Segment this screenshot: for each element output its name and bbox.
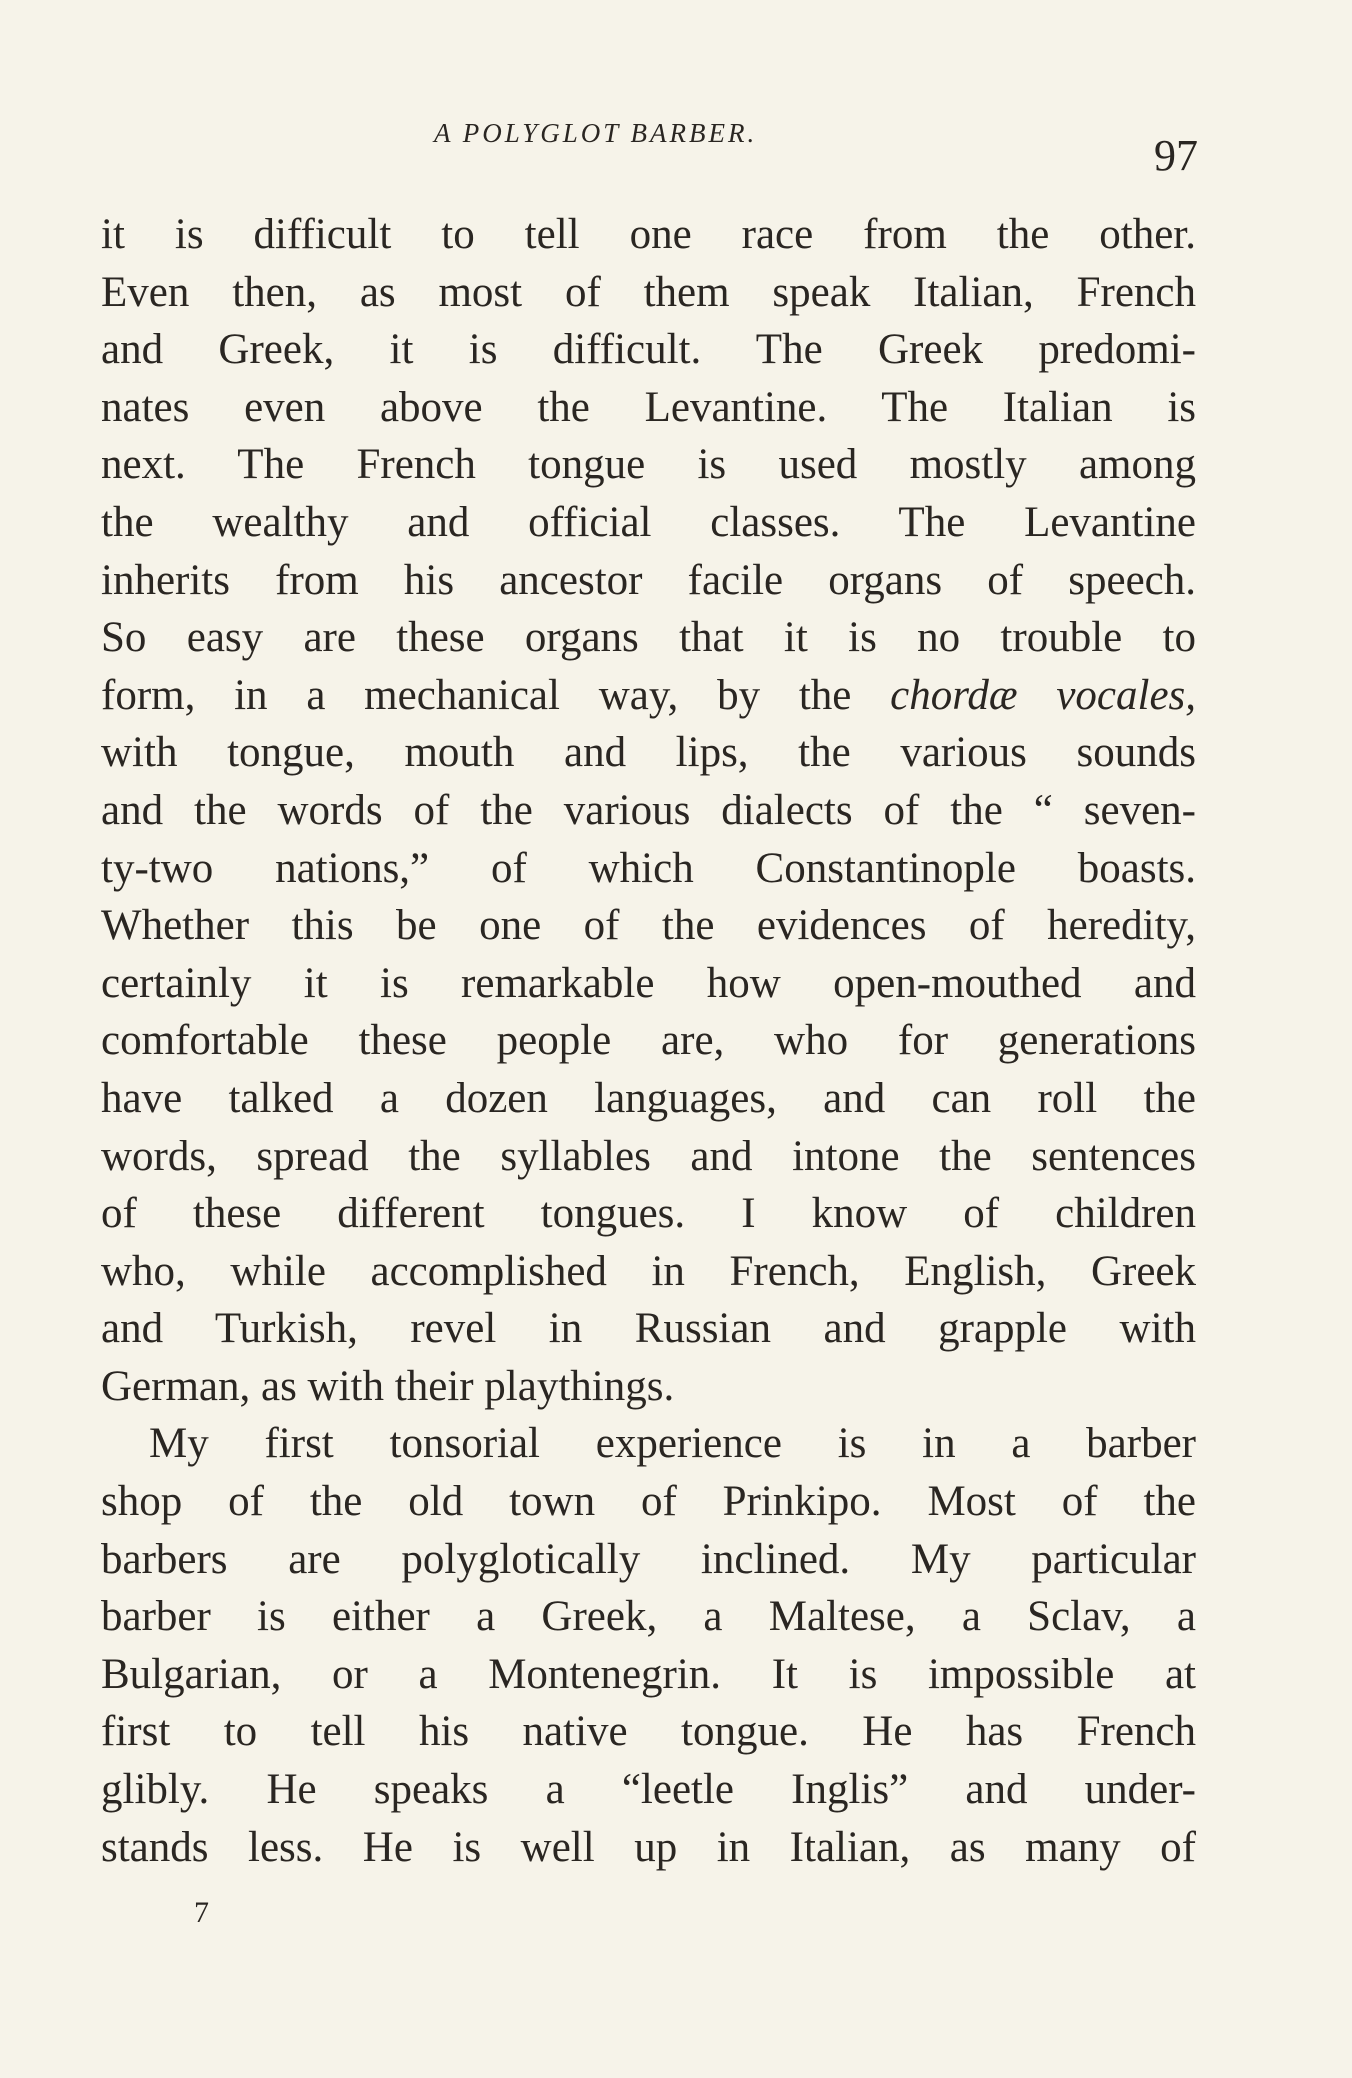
text-line: it is difficult to tell one race from the other. — [101, 211, 1196, 258]
text-line: who, while accomplished in French, English, Greek — [101, 1247, 1196, 1295]
text-line: inherits from his ancestor facile organs of speech. — [101, 556, 1196, 604]
signature-mark: 7 — [194, 1896, 209, 1929]
text-line: comfortable these people are, who for generations — [101, 1017, 1196, 1065]
text-line: So easy are these organs that it is no trouble to — [101, 614, 1196, 662]
text-line: and Greek, it is difficult. The Greek predomi- — [101, 326, 1196, 374]
body-text — [101, 206, 1196, 1876]
text-line: first to tell his native tongue. He has French — [101, 1708, 1196, 1756]
text-line: with tongue, mouth and lips, the various sounds — [101, 729, 1196, 777]
text-line: stands less. He is well up in Italian, as many of — [101, 1823, 1196, 1871]
text-line: German, as with their playthings. — [101, 1362, 675, 1410]
italic-phrase: chordæ vocales, — [890, 671, 1196, 719]
text-line: words, spread the syllables and intone the sentences — [101, 1132, 1196, 1180]
running-title: A POLYGLOT BARBER. — [434, 118, 758, 148]
text-line: ty-two nations,” of which Constantinople boasts. — [101, 844, 1196, 892]
text-line: Whether this be one of the evidences of heredity, — [101, 902, 1196, 950]
text-line: and the words of the various dialects of the “ seven- — [101, 786, 1196, 834]
text-line: Bulgarian, or a Montenegrin. It is impossible at — [101, 1650, 1196, 1698]
text-line: of these different tongues. I know of children — [101, 1190, 1196, 1238]
text-line: have talked a dozen languages, and can roll the — [101, 1074, 1196, 1122]
text-line: and Turkish, revel in Russian and grapple with — [101, 1305, 1196, 1353]
text-line: the wealthy and official classes. The Levantine — [101, 498, 1196, 546]
text-line-with-italic — [101, 667, 1196, 725]
text-line: glibly. He speaks a “leetle Inglis” and under- — [101, 1766, 1196, 1814]
text-line: barber is either a Greek, a Maltese, a Sclav, a — [101, 1593, 1196, 1641]
text-line: barbers are polyglotically inclined. My particular — [101, 1535, 1196, 1583]
page-number: 97 — [1154, 131, 1198, 180]
text-line: shop of the old town of Prinkipo. Most of the — [101, 1478, 1196, 1526]
text-line: My first tonsorial experience is in a barber — [149, 1420, 1196, 1468]
text-line: nates even above the Levantine. The Italian is — [101, 383, 1196, 431]
text-line: certainly it is remarkable how open-mouthed and — [101, 959, 1196, 1007]
text-line: Even then, as most of them speak Italian, French — [101, 268, 1196, 316]
text-segment: form, in a mechanical way, by the — [101, 671, 852, 719]
text-line: next. The French tongue is used mostly among — [101, 441, 1196, 489]
